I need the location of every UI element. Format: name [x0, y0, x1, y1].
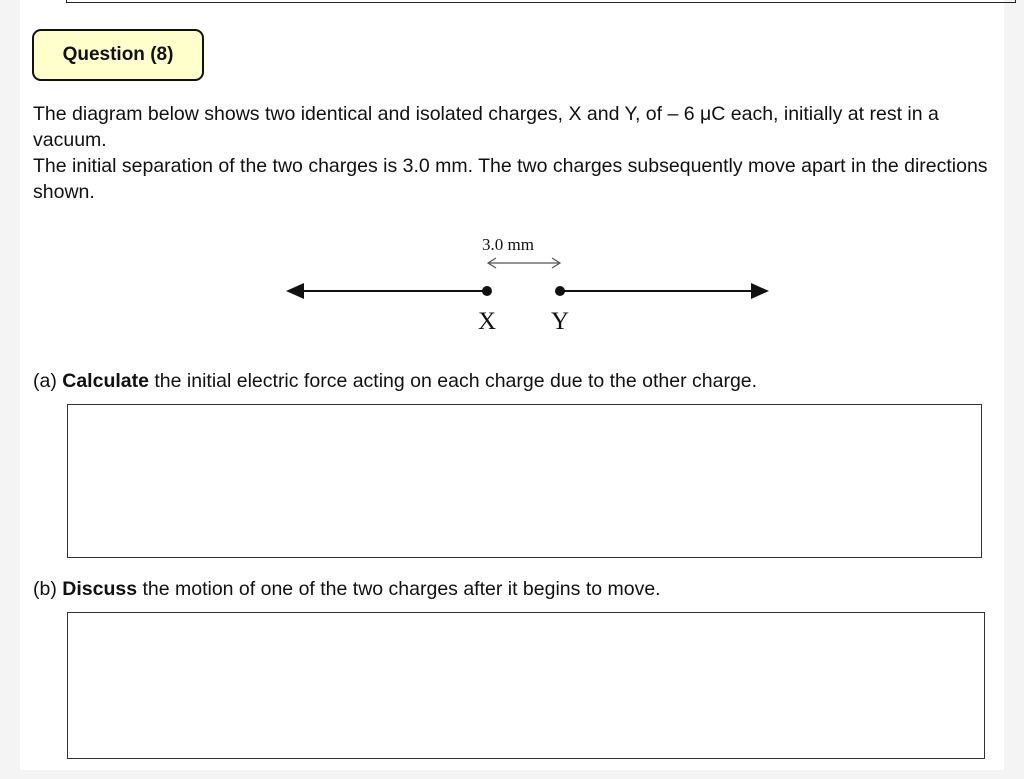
part-b-answer-box[interactable] [67, 612, 985, 759]
part-a-answer-box[interactable] [67, 404, 982, 558]
part-a-prefix: (a) [33, 370, 63, 392]
charge-y-label: Y [550, 308, 570, 335]
question-intro [33, 101, 999, 205]
charge-y-dot [555, 286, 565, 296]
left-force-arrow [286, 283, 486, 299]
intro-line-2: The initial separation of the two charges is 3.0 mm. The two charges subsequently move apart in the directions shown. [33, 155, 988, 203]
part-b-prefix: (b) [33, 578, 63, 600]
part-a-rest: the initial electric force acting on each charge due to the other charge. [148, 370, 758, 392]
previous-answer-box[interactable] [66, 0, 1016, 3]
charge-x-dot [482, 286, 492, 296]
worksheet-page [20, 0, 1004, 770]
separation-label: 3.0 mm [482, 235, 534, 254]
part-b-rest: the motion of one of the two charges after it begins to move. [137, 578, 661, 600]
question-label: Question (8) [62, 44, 174, 65]
intro-line-1: The diagram below shows two identical and isolated charges, X and Y, of – 6 μC each, initially at rest in a vacuum. [33, 103, 939, 151]
charge-x-label: X [477, 308, 497, 335]
charges-diagram [260, 228, 780, 338]
question-badge [32, 29, 204, 81]
part-b-question [33, 576, 661, 602]
part-a-verb: Calculate [62, 370, 149, 392]
part-a-question [33, 368, 757, 394]
right-force-arrow [562, 283, 769, 299]
part-b-verb: Discuss [62, 578, 138, 600]
separation-arrow [488, 258, 560, 268]
